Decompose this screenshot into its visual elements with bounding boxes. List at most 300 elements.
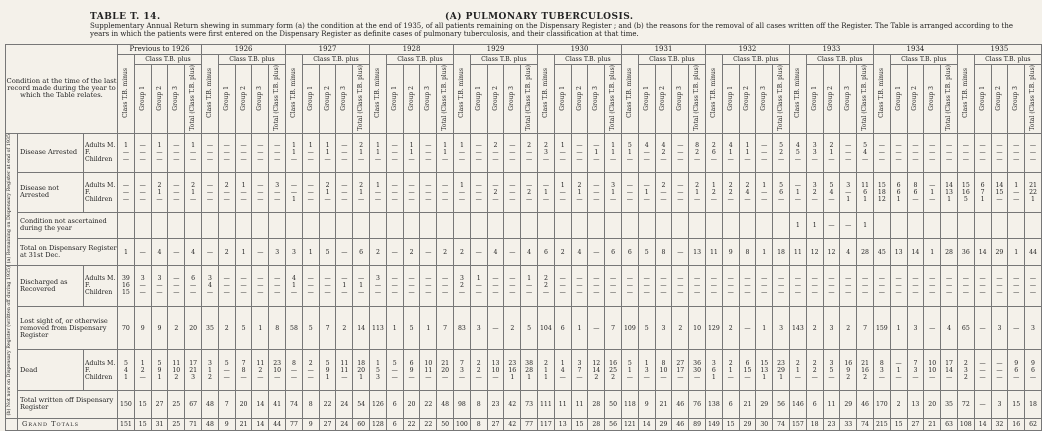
table-cell: 67 <box>185 391 202 419</box>
table-cell: 1 <box>1008 239 1025 266</box>
table-cell: 1 <box>118 239 135 266</box>
table-cell: 2 — — <box>521 133 538 172</box>
col-label: Total (Class T.B. plus) <box>777 65 785 131</box>
table-cell: — — — <box>588 173 605 212</box>
col-label: Group 2 <box>995 85 1003 111</box>
table-cell: — 2 — <box>487 173 504 212</box>
table-cell: 2 2 — <box>806 350 823 391</box>
table-cell: 1 2 — <box>705 173 722 212</box>
table-cell: 6 <box>605 239 622 266</box>
table-cell: 22 <box>420 391 437 419</box>
table-cell: 1 <box>386 306 403 350</box>
table-cell: — <box>823 212 840 239</box>
col-label: Group 2 <box>659 85 667 111</box>
table-cell <box>336 212 353 239</box>
table-cell: 20 <box>185 306 202 350</box>
table-cell: 22 <box>420 418 437 430</box>
table-cell: 42 <box>504 418 521 430</box>
table-cell: — — — <box>672 133 689 172</box>
table-cell: — — — <box>168 133 185 172</box>
table-cell: 3 <box>269 239 286 266</box>
table-cell <box>487 212 504 239</box>
table-cell: 1 <box>235 239 252 266</box>
table-cell: 14 <box>907 239 924 266</box>
table-cell: — — — <box>252 173 269 212</box>
class-tb-plus-header: Class T.B. plus <box>218 55 285 65</box>
col-label: Total (Class T.B. plus) <box>441 65 449 131</box>
table-cell <box>689 212 706 239</box>
col-label: Group 2 <box>239 85 247 111</box>
col-label: Group 2 <box>323 85 331 111</box>
table-cell: 42 <box>504 391 521 419</box>
col-group-3 <box>504 65 521 134</box>
table-cell: 2 1 — <box>319 173 336 212</box>
col-label: Group 1 <box>390 85 398 111</box>
table-cell: 9 6 — <box>1025 350 1042 391</box>
table-cell: — — — <box>386 266 403 307</box>
table-cell: 129 <box>705 306 722 350</box>
table-cell: — 1 — <box>588 133 605 172</box>
table-cell: — — — <box>319 266 336 307</box>
table-cell <box>991 212 1008 239</box>
table-cell: 2 1 — <box>151 173 168 212</box>
table-cell: — — — <box>202 133 219 172</box>
table-cell: 3 1 — <box>605 173 622 212</box>
table-cell: — — — <box>1008 133 1025 172</box>
table-cell: 11 <box>571 391 588 419</box>
table-cell: 5 9 1 <box>319 350 336 391</box>
table-cell: 4 1 — <box>286 266 303 307</box>
table-cell: 48 <box>202 391 219 419</box>
table-cell: 72 <box>957 391 974 419</box>
table-cell: 3 <box>991 306 1008 350</box>
col-total <box>353 65 370 134</box>
col-group-3 <box>840 65 857 134</box>
table-cell <box>890 212 907 239</box>
table-cell: 143 <box>789 306 806 350</box>
table-cell: — — — <box>756 133 773 172</box>
table-cell: 71 <box>185 418 202 430</box>
row-label: Discharged as Recovered <box>18 266 84 307</box>
col-group-3 <box>420 65 437 134</box>
col-group-2 <box>403 65 420 134</box>
table-cell: 2 1 — <box>353 133 370 172</box>
table-cell: 1 1 — <box>319 133 336 172</box>
row-label: Lost sight of, or otherwise removed from Dispensary Register <box>18 306 118 350</box>
col-label: Group 3 <box>592 85 600 111</box>
col-label: Group 1 <box>558 85 566 111</box>
class-tb-plus-header: Class T.B. plus <box>386 55 453 65</box>
table-cell: 7 3 — <box>454 350 471 391</box>
table-cell: 54 <box>353 391 370 419</box>
col-label: Class T.B. minus <box>121 67 129 118</box>
class-tb-plus-header: Class T.B. plus <box>638 55 705 65</box>
table-cell: 2 <box>218 306 235 350</box>
col-group-2 <box>487 65 504 134</box>
table-cell: — — — <box>890 133 907 172</box>
table-cell: 1 <box>252 306 269 350</box>
table-cell: 5 2 — <box>773 133 790 172</box>
table-cell: 1 — — <box>302 133 319 172</box>
table-cell: 21 <box>739 391 756 419</box>
table-cell: 118 <box>622 391 639 419</box>
table-cell: 38 28 1 <box>521 350 538 391</box>
col-label: Class T.B. minus <box>289 67 297 118</box>
table-cell <box>974 212 991 239</box>
table-cell: 74 <box>857 418 874 430</box>
tuberculosis-table <box>5 44 1042 431</box>
year-header: 1930 <box>538 45 622 55</box>
table-cell: — — — <box>857 266 874 307</box>
table-cell: — — — <box>269 266 286 307</box>
table-cell: 29 <box>739 418 756 430</box>
table-cell <box>319 212 336 239</box>
table-cell: — — — <box>638 266 655 307</box>
col-group-3 <box>756 65 773 134</box>
table-cell: 31 <box>151 418 168 430</box>
table-cell: 3 1 2 <box>202 350 219 391</box>
table-cell: 8 <box>470 391 487 419</box>
table-cell: 15 <box>134 418 151 430</box>
table-cell: 6 <box>806 391 823 419</box>
table-cell <box>773 212 790 239</box>
table-cell: 6 <box>353 239 370 266</box>
table-cell: 25 <box>168 418 185 430</box>
row-sublabel: Adults M. F. Children <box>84 173 118 212</box>
table-cell: 215 <box>873 418 890 430</box>
table-cell: 13 <box>689 239 706 266</box>
table-cell: — <box>588 306 605 350</box>
table-cell: 15 <box>134 391 151 419</box>
table-cell: — <box>202 239 219 266</box>
table-cell: — — — <box>118 173 135 212</box>
table-cell <box>588 212 605 239</box>
table-cell: 7 3 — <box>907 350 924 391</box>
table-cell: 21 16 2 <box>857 350 874 391</box>
table-cell: 15 <box>722 418 739 430</box>
table-cell: 3 2 — <box>454 266 471 307</box>
table-cell: — — — <box>420 173 437 212</box>
table-row <box>6 418 1042 430</box>
table-cell: 1 4 — <box>554 350 571 391</box>
table-cell: 9 <box>218 418 235 430</box>
class-tb-plus-header: Class T.B. plus <box>722 55 789 65</box>
table-cell: 5 — — <box>386 350 403 391</box>
table-cell <box>185 212 202 239</box>
table-cell: — — — <box>605 266 622 307</box>
col-total <box>857 65 874 134</box>
table-cell: 28 <box>588 391 605 419</box>
table-cell: — 1 — <box>538 173 555 212</box>
row-sublabel: Adults M. F. Children <box>84 133 118 172</box>
table-cell: 2 2 — <box>538 266 555 307</box>
table-cell: 117 <box>538 418 555 430</box>
table-cell: 46 <box>857 391 874 419</box>
table-cell <box>218 212 235 239</box>
table-cell: — — — <box>722 266 739 307</box>
table-cell: — 1 — <box>924 173 941 212</box>
table-cell: 15 <box>1008 391 1025 419</box>
table-cell <box>370 212 387 239</box>
col-class-tb-minus <box>705 55 722 134</box>
col-total <box>941 65 958 134</box>
table-cell: 17 21 3 <box>185 350 202 391</box>
table-cell: 2 <box>370 239 387 266</box>
table-cell: 6 <box>622 239 639 266</box>
table-cell: 159 <box>873 306 890 350</box>
table-row <box>6 391 1042 419</box>
col-label: Group 1 <box>810 85 818 111</box>
table-cell: 1 — — <box>185 133 202 172</box>
table-cell: 2 <box>504 306 521 350</box>
table-cell: 3 3 — <box>806 133 823 172</box>
col-label: Group 3 <box>844 85 852 111</box>
table-cell: — — — <box>907 266 924 307</box>
table-cell: 74 <box>773 418 790 430</box>
table-cell: 73 <box>521 391 538 419</box>
table-cell: — — — <box>1025 266 1042 307</box>
table-cell: 4 <box>487 239 504 266</box>
table-cell: 111 <box>538 391 555 419</box>
col-label: Class T.B. minus <box>793 67 801 118</box>
table-description: Supplementary Annual Return shewing in summary form (a) the condition at the end of 1935, of all patients remaining on the Dispensary Register ; and (b) the reasons for the removal of all cases written off the Register. The Table is arranged according to the years in which the patients were first entered on the Dispensary Register as definite cases of pulmonary tuberculosis, and their classification at that time. <box>90 22 1013 38</box>
table-cell <box>722 212 739 239</box>
table-cell: 1 — — <box>151 133 168 172</box>
col-label: Group 3 <box>508 85 516 111</box>
table-cell: 13 <box>554 418 571 430</box>
table-cell: 7 <box>437 306 454 350</box>
table-cell: — — — <box>672 266 689 307</box>
table-cell: 4 <box>521 239 538 266</box>
table-cell: 62 <box>1025 418 1042 430</box>
table-cell: 56 <box>773 391 790 419</box>
col-label: Class T.B. minus <box>625 67 633 118</box>
table-cell: 2 3 — <box>538 133 555 172</box>
table-cell: — — — <box>252 133 269 172</box>
col-group-3 <box>588 65 605 134</box>
table-cell: 1 — — <box>1008 173 1025 212</box>
col-group-1 <box>974 65 991 134</box>
col-group-2 <box>655 65 672 134</box>
col-label: Group 1 <box>222 85 230 111</box>
table-cell: 9 <box>134 306 151 350</box>
table-cell: — — — <box>504 266 521 307</box>
table-cell: — — — <box>420 266 437 307</box>
table-cell <box>168 212 185 239</box>
table-cell: 98 <box>454 391 471 419</box>
table-cell: 50 <box>605 391 622 419</box>
table-cell: — <box>739 306 756 350</box>
table-cell: 5 4 — <box>823 173 840 212</box>
table-cell: 14 <box>252 418 269 430</box>
table-cell: 77 <box>286 418 303 430</box>
col-total <box>437 65 454 134</box>
col-label: Group 3 <box>256 85 264 111</box>
table-cell: 18 <box>773 239 790 266</box>
table-cell <box>924 212 941 239</box>
table-cell: — <box>134 239 151 266</box>
col-label: Class T.B. minus <box>709 67 717 118</box>
table-cell <box>151 212 168 239</box>
table-cell: — <box>504 239 521 266</box>
row-label: Disease not Arrested <box>18 173 84 212</box>
table-cell <box>554 212 571 239</box>
table-cell: 11 <box>554 391 571 419</box>
year-header: 1935 <box>957 45 1041 55</box>
table-cell: 12 <box>823 239 840 266</box>
table-cell: 21 20 — <box>437 350 454 391</box>
table-cell: 14 <box>353 306 370 350</box>
table-cell: 170 <box>873 391 890 419</box>
table-cell: — — — <box>504 133 521 172</box>
table-cell: 5 4 1 <box>118 350 135 391</box>
table-cell: — — — <box>302 173 319 212</box>
table-cell: — <box>168 239 185 266</box>
table-cell: — — — <box>218 133 235 172</box>
table-row <box>6 212 1042 239</box>
table-cell: 7 <box>605 306 622 350</box>
table-cell <box>1008 212 1025 239</box>
table-cell: 83 <box>454 306 471 350</box>
table-cell: 2 — — <box>218 173 235 212</box>
table-cell: — — — <box>437 173 454 212</box>
table-cell: 1 <box>756 306 773 350</box>
col-label: Class T.B. minus <box>373 67 381 118</box>
table-cell: — — — <box>907 133 924 172</box>
table-cell: 150 <box>118 391 135 419</box>
table-cell: — — — <box>873 266 890 307</box>
table-cell: — — — <box>168 266 185 307</box>
table-cell: — — — <box>403 266 420 307</box>
table-cell <box>873 212 890 239</box>
table-cell: 4 5 — <box>789 133 806 172</box>
table-cell: 100 <box>454 418 471 430</box>
col-label: Total (Class T.B. plus) <box>273 65 281 131</box>
year-header: 1926 <box>202 45 286 55</box>
table-cell: — — — <box>487 266 504 307</box>
year-header: 1928 <box>370 45 454 55</box>
table-cell: — — — <box>957 266 974 307</box>
table-cell: — 2 — <box>521 173 538 212</box>
table-cell: 9 <box>638 391 655 419</box>
table-cell: 108 <box>957 418 974 430</box>
col-group-1 <box>386 65 403 134</box>
table-cell: 2 6 — <box>705 133 722 172</box>
table-cell: 2 <box>672 306 689 350</box>
table-cell: 5 <box>319 239 336 266</box>
col-group-2 <box>235 65 252 134</box>
table-cell: — <box>672 239 689 266</box>
table-cell: 5 <box>403 306 420 350</box>
year-header: 1933 <box>789 45 873 55</box>
table-cell: 2 1 — <box>353 173 370 212</box>
table-cell: 11 2 — <box>252 350 269 391</box>
col-label: Group 2 <box>155 85 163 111</box>
table-cell: 58 <box>286 306 303 350</box>
table-cell: — — — <box>571 266 588 307</box>
table-cell: — — — <box>991 133 1008 172</box>
table-cell: 4 <box>571 239 588 266</box>
table-row <box>6 350 1042 391</box>
table-cell: 2 1 — <box>689 173 706 212</box>
col-class-tb-minus <box>538 55 555 134</box>
table-cell: 1 1 — <box>437 133 454 172</box>
table-cell: 3 <box>991 391 1008 419</box>
table-cell: 15 <box>571 418 588 430</box>
table-cell: 14 13 1 <box>941 173 958 212</box>
table-cell: 1 <box>302 239 319 266</box>
table-cell: 2 4 — <box>739 173 756 212</box>
table-cell: 14 15 — <box>991 173 1008 212</box>
col-label: Class T.B. minus <box>541 67 549 118</box>
table-cell: 16 9 2 <box>840 350 857 391</box>
table-cell: — — — <box>789 266 806 307</box>
col-group-3 <box>252 65 269 134</box>
table-cell: 28 <box>857 239 874 266</box>
table-cell: 1 — — <box>118 133 135 172</box>
table-cell: 1 <box>571 306 588 350</box>
table-cell: 1 <box>890 306 907 350</box>
table-cell: 3 <box>655 306 672 350</box>
table-cell <box>504 212 521 239</box>
table-cell: 70 <box>118 306 135 350</box>
table-cell: 3 <box>823 306 840 350</box>
year-header: 1932 <box>705 45 789 55</box>
table-cell: 21 <box>655 391 672 419</box>
table-cell: 77 <box>521 418 538 430</box>
table-cell: 1 <box>420 306 437 350</box>
table-cell: 14 <box>974 239 991 266</box>
table-cell: 27 <box>319 418 336 430</box>
table-cell: — — — <box>554 266 571 307</box>
table-cell: 15 13 1 <box>756 350 773 391</box>
table-cell: 6 <box>386 418 403 430</box>
table-cell: 28 <box>588 418 605 430</box>
row-label: Grand Totals <box>18 418 118 430</box>
col-group-3 <box>168 65 185 134</box>
table-cell: 39 16 15 <box>118 266 135 307</box>
col-label: Total (Class T.B. plus) <box>861 65 869 131</box>
table-cell: 13 <box>890 239 907 266</box>
table-cell: 10 <box>689 306 706 350</box>
table-cell <box>705 212 722 239</box>
col-label: Total (Class T.B. plus) <box>609 65 617 131</box>
table-cell <box>1025 212 1042 239</box>
table-cell: 13 10 — <box>487 350 504 391</box>
corner-label: Condition at the time of the last record made during the year to which the Table relates. <box>6 45 118 134</box>
table-cell: 1 — — <box>454 133 471 172</box>
table-cell: 36 <box>957 239 974 266</box>
col-label: Group 2 <box>827 85 835 111</box>
table-cell: 18 20 1 <box>353 350 370 391</box>
col-group-1 <box>806 65 823 134</box>
table-cell: 11 <box>823 391 840 419</box>
table-cell: 1 1 — <box>403 133 420 172</box>
table-cell: 8 3 — <box>873 350 890 391</box>
table-cell: 6 <box>554 306 571 350</box>
class-tb-plus-header: Class T.B. plus <box>806 55 873 65</box>
table-cell: 21 22 1 <box>1025 173 1042 212</box>
table-cell: — — — <box>672 173 689 212</box>
table-cell: 5 — — <box>218 350 235 391</box>
table-cell: 35 <box>202 306 219 350</box>
col-label: Total (Class T.B. plus) <box>525 65 533 131</box>
col-label: Group 1 <box>726 85 734 111</box>
table-cell: — <box>487 306 504 350</box>
table-cell: — — — <box>840 133 857 172</box>
table-cell: 48 <box>202 418 219 430</box>
table-cell: 41 <box>269 391 286 419</box>
